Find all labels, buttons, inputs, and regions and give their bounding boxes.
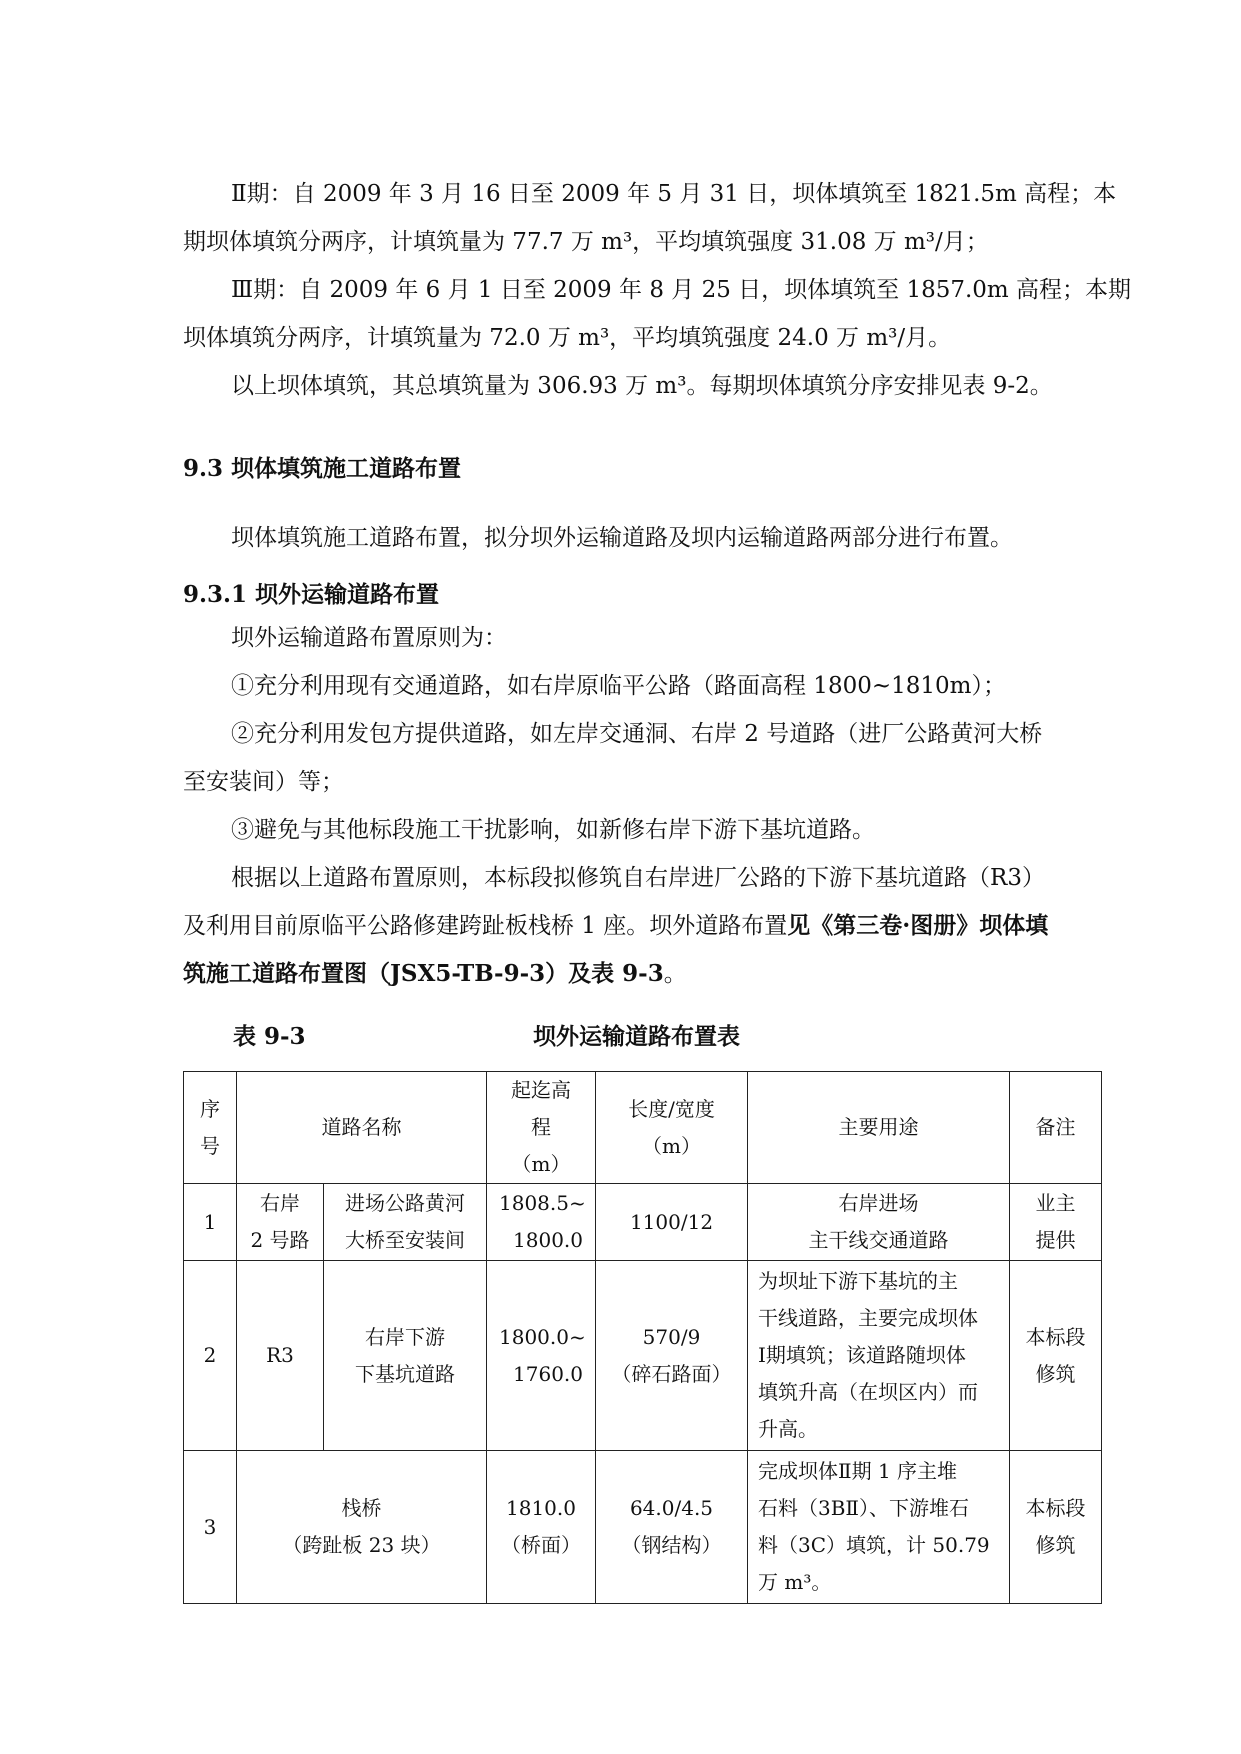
paragraph-intro bbox=[183, 514, 1111, 562]
text-line: 坝体填筑施工道路布置，拟分坝外运输道路及坝内运输道路两部分进行布置。 bbox=[231, 525, 1013, 551]
paragraph-phase-3 bbox=[183, 266, 1132, 362]
text-line bbox=[183, 902, 1111, 950]
text-line: 以上坝体填筑，其总填筑量为 306.93 万 m³。每期坝体填筑分序安排见表 9-2。 bbox=[231, 373, 1053, 399]
cell-seq: 1 bbox=[184, 1184, 237, 1261]
header-seq: 序 号 bbox=[184, 1072, 237, 1184]
text-line: ①充分利用现有交通道路，如右岸原临平公路（路面高程 1800~1810m）； bbox=[231, 673, 1006, 699]
header-length-width: 长度/宽度 （m） bbox=[596, 1072, 748, 1184]
cell-length-width: 570/9 （碎石路面） bbox=[596, 1261, 748, 1451]
table-caption-number: 表 9-3 bbox=[233, 1023, 306, 1050]
cell-elevation: 1800.0~ 1760.0 bbox=[487, 1261, 596, 1451]
table-row bbox=[184, 1451, 1102, 1604]
text-line bbox=[183, 950, 1111, 998]
table-row bbox=[184, 1184, 1102, 1261]
header-elevation: 起迄高 程 （m） bbox=[487, 1072, 596, 1184]
text-line: 坝体填筑分两序，计填筑量为 72.0 万 m³，平均填筑强度 24.0 万 m³/月。 bbox=[183, 325, 952, 351]
table-row bbox=[184, 1261, 1102, 1451]
text-span: 及利用目前原临平公路修建跨趾板栈桥 1 座。坝外道路布置 bbox=[183, 913, 788, 939]
text-line: 至安装间）等； bbox=[183, 769, 344, 795]
text-line: 根据以上道路布置原则，本标段拟修筑自右岸进厂公路的下游下基坑道路（R3） bbox=[231, 865, 1045, 891]
header-road-name: 道路名称 bbox=[237, 1072, 487, 1184]
paragraph-principles bbox=[183, 614, 1111, 998]
cell-seq: 3 bbox=[184, 1451, 237, 1604]
header-note: 备注 bbox=[1010, 1072, 1102, 1184]
text-line: Ⅲ期：自 2009 年 6 月 1 日至 2009 年 8 月 25 日，坝体填筑至 1857.0m 高程；本期 bbox=[231, 277, 1132, 303]
cell-note: 业主 提供 bbox=[1010, 1184, 1102, 1261]
cell-seq: 2 bbox=[184, 1261, 237, 1451]
cell-elevation: 1810.0 （桥面） bbox=[487, 1451, 596, 1604]
cell-usage: 完成坝体Ⅱ期 1 序主堆 石料（3BⅡ）、下游堆石 料（3C）填筑，计 50.79 万 m³。 bbox=[748, 1451, 1010, 1604]
section-heading-9-3: 9.3 坝体填筑施工道路布置 bbox=[183, 455, 462, 482]
cell-road-type: R3 bbox=[237, 1261, 324, 1451]
cell-usage: 为坝址下游下基坑的主 干线道路，主要完成坝体 Ⅰ期填筑；该道路随坝体 填筑升高（在坝区内）而 升高。 bbox=[748, 1261, 1010, 1451]
paragraph-phase-2 bbox=[183, 170, 1117, 266]
paragraph-total bbox=[183, 362, 1111, 410]
cell-road-name: 右岸下游 下基坑道路 bbox=[324, 1261, 487, 1451]
road-layout-table bbox=[183, 1071, 1102, 1604]
text-line: ③避免与其他标段施工干扰影响，如新修右岸下游下基坑道路。 bbox=[231, 817, 875, 843]
cell-road-type: 右岸 2 号路 bbox=[237, 1184, 324, 1261]
figure-reference: 筑施工道路布置图（JSX5-TB-9-3）及表 9-3 bbox=[183, 960, 664, 987]
text-line: 期坝体填筑分两序，计填筑量为 77.7 万 m³，平均填筑强度 31.08 万 m³/月； bbox=[183, 229, 989, 255]
table-header-row bbox=[184, 1072, 1102, 1184]
text-line: Ⅱ期：自 2009 年 3 月 16 日至 2009 年 5 月 31 日，坝体填筑至 1821.5m 高程；本 bbox=[231, 181, 1117, 207]
cell-usage: 右岸进场 主干线交通道路 bbox=[748, 1184, 1010, 1261]
figure-reference: 见《第三卷·图册》坝体填 bbox=[787, 912, 1049, 939]
cell-note: 本标段 修筑 bbox=[1010, 1451, 1102, 1604]
cell-road-name: 栈桥 （跨趾板 23 块） bbox=[237, 1451, 487, 1604]
text-line: 坝外运输道路布置原则为： bbox=[231, 625, 507, 651]
header-usage: 主要用途 bbox=[748, 1072, 1010, 1184]
section-heading-9-3-1: 9.3.1 坝外运输道路布置 bbox=[183, 581, 440, 608]
cell-road-name: 进场公路黄河 大桥至安装间 bbox=[324, 1184, 487, 1261]
text-line: ②充分利用发包方提供道路，如左岸交通洞、右岸 2 号道路（进厂公路黄河大桥 bbox=[231, 721, 1043, 747]
table-caption-title: 坝外运输道路布置表 bbox=[533, 1023, 740, 1050]
cell-length-width: 1100/12 bbox=[596, 1184, 748, 1261]
cell-note: 本标段 修筑 bbox=[1010, 1261, 1102, 1451]
text-span: 。 bbox=[663, 961, 687, 987]
cell-length-width: 64.0/4.5 （钢结构） bbox=[596, 1451, 748, 1604]
cell-elevation: 1808.5~ 1800.0 bbox=[487, 1184, 596, 1261]
